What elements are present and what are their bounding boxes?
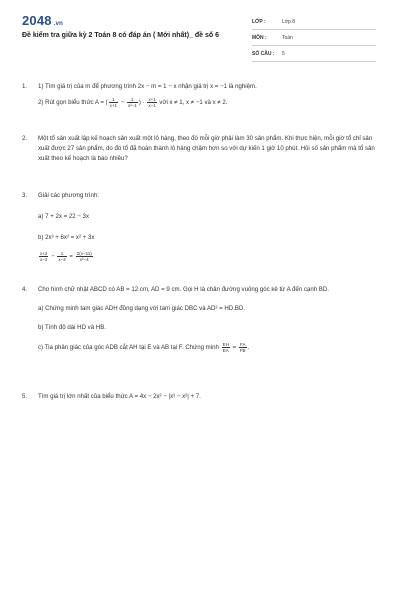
question-3: [22, 191, 378, 267]
fraction: $\frac{x+2}{x-2}$: [40, 251, 48, 262]
meta-row-class: [252, 14, 376, 30]
meta-key: SỐ CÂU :: [252, 50, 275, 57]
question-4-text: Cho hình chữ nhật ABCD có AB = 12 cm, AD = 9 cm. Gọi H là chân đường vuông góc kẻ từ A đến cạnh BD.: [38, 286, 329, 293]
meta-row-subject: [252, 30, 376, 46]
question-2: [22, 134, 378, 169]
question-1-part-2: 2) Rút gọn biểu thức A = ( $\frac{1}{x+1}$ − $\frac{1}{\text{x²−1}}$ ) · $\frac{x+1}{x-1}$ với x ≠ 1, x ≠ −1 và x ≠ 2.: [38, 97, 228, 108]
question-2-text: Một tổ sản xuất lập kế hoạch sản xuất một lô hàng, theo đó mỗi giờ phải làm 30 sản phẩm. Khi thực hiện, mỗi giờ tổ chỉ sản xuất được 27 sản phẩm, do đó tổ đã hoàn thành lô hàng chậm hơn so với dự kiến 1 giờ 10 phút. Hỏi số sản phẩm mà tổ sản xuất theo kế hoạch là bao nhiêu?: [38, 135, 375, 162]
question-4-part-a: a) Chứng minh tam giác ADH đồng dạng với tam giác DBC và AD² = HD.BD.: [38, 305, 246, 312]
meta-value: 5: [282, 50, 285, 57]
question-3-part-a: a) 7 + 2x = 22 − 3x: [38, 213, 89, 220]
question-number: 2.: [22, 135, 28, 142]
question-4-part-b: b) Tính độ dài HD và HB.: [38, 324, 106, 331]
meta-table: [252, 14, 376, 62]
fraction: $\frac{1}{\text{x²−1}}$: [127, 97, 137, 108]
fraction: $\frac{EH}{EA}$: [222, 342, 229, 353]
question-5-text: Tìm giá trị lớn nhất của biểu thức A = 4x − 2x² − |x³ − x²| + 7.: [38, 393, 201, 400]
question-number: 3.: [22, 192, 28, 199]
meta-row-count: [252, 46, 376, 62]
meta-value: Toán: [282, 34, 293, 41]
question-4-part-c: c) Tia phân giác của góc ADB cắt AH tại E và AB tại F. Chứng minh $\frac{EH}{EA}$ = $\frac{FA}{FB}$ .: [38, 342, 250, 353]
question-5: [22, 392, 378, 407]
meta-value: Lớp 8: [282, 18, 296, 25]
question-number: 5.: [22, 393, 28, 400]
question-number: 1.: [22, 83, 28, 90]
meta-key: MÔN :: [252, 34, 267, 41]
fraction: $\frac{1}{x-2}$: [58, 251, 66, 262]
question-3-intro: Giải các phương trình:: [38, 192, 99, 199]
question-1-part-1: 1) Tìm giá trị của m để phương trình 2x − m = 1 − x nhận giá trị x = −1 là nghiệm.: [38, 83, 257, 90]
document-title: Đề kiểm tra giữa kỳ 2 Toán 8 có đáp án ( Mới nhất)_ đề số 6: [22, 32, 220, 39]
logo-main: 2048: [22, 13, 52, 28]
meta-key: LỚP :: [252, 18, 266, 25]
fraction: $\frac{2(x-11)}{\text{x²−4}}$: [76, 251, 92, 262]
fraction: $\frac{x+1}{x-1}$: [148, 97, 156, 108]
question-3-part-c: $\frac{x+2}{x-2}$ − $\frac{1}{x-2}$ = $\frac{2(x-11)}{\text{x²−4}}$: [40, 251, 92, 262]
fraction: $\frac{FA}{FB}$: [239, 342, 246, 353]
question-number: 4.: [22, 286, 28, 293]
site-logo[interactable]: [22, 13, 63, 28]
fraction: $\frac{1}{x+1}$: [109, 97, 118, 108]
question-1: [22, 82, 378, 113]
question-3-part-b: b) 2x³ + 6x² = x² + 3x: [38, 234, 95, 241]
question-4: [22, 285, 378, 358]
logo-sub: .vn: [53, 21, 64, 27]
